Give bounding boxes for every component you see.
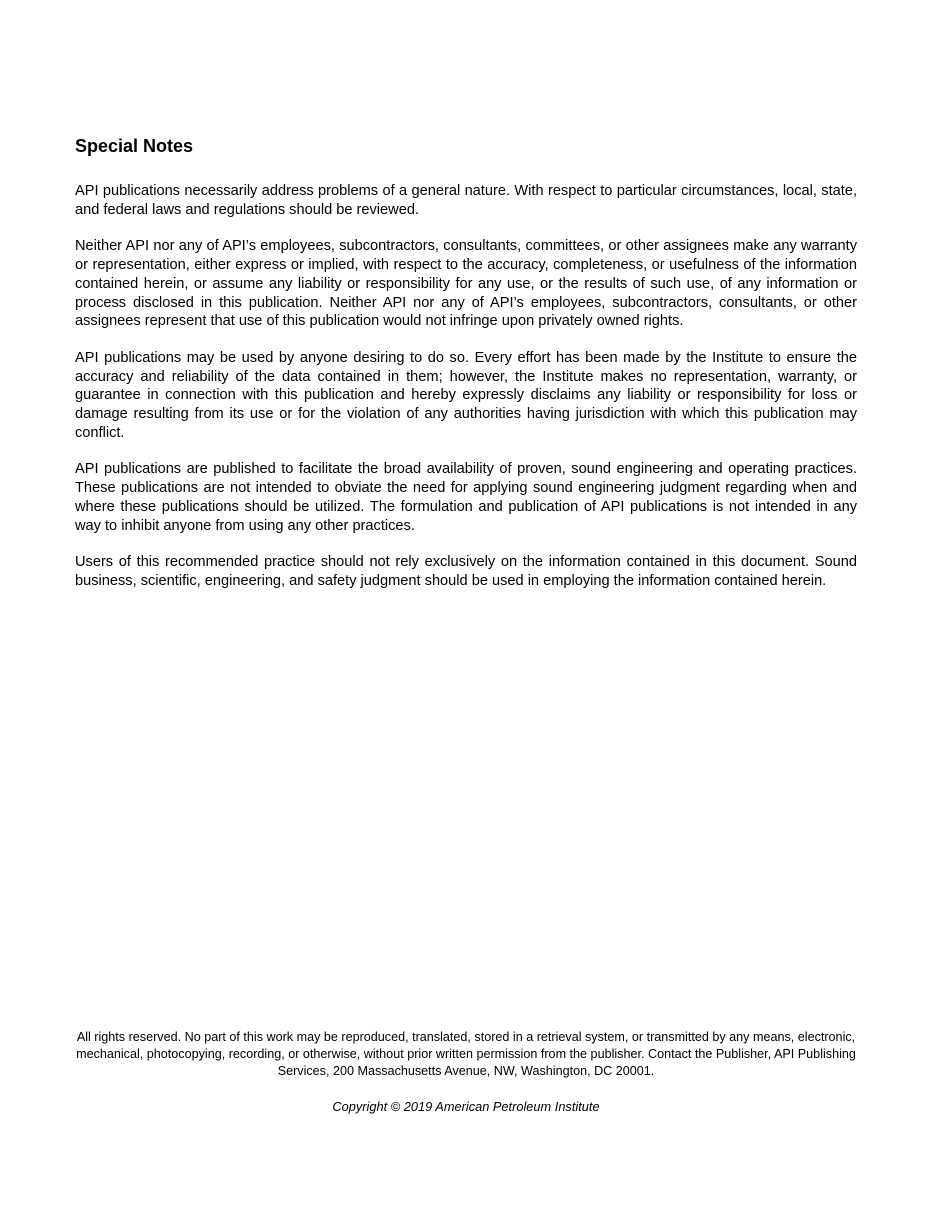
page-title: Special Notes [75, 136, 194, 156]
special-notes-body [75, 182, 857, 609]
page-footer [75, 1029, 857, 1115]
note-paragraph: API publications may be used by anyone desiring to do so. Every effort has been made by the Institute to ensure the accuracy and reliability of the data contained in them; however, the Institute makes no representation, warranty, or guarantee in connection with this publication and hereby expressly disclaims any liability or responsibility for loss or damage resulting from its use or for the violation of any authorities having jurisdiction with which this publication may conflict. [75, 349, 857, 441]
note-paragraph: API publications necessarily address problems of a general nature. With respect to particular circumstances, local, state, and federal laws and regulations should be reviewed. [75, 183, 857, 218]
note-paragraph: Users of this recommended practice should not rely exclusively on the information contained in this document. Sound business, scientific, engineering, and safety judgment should be used in employing the information contained herein. [75, 554, 857, 589]
note-paragraph: Neither API nor any of API’s employees, subcontractors, consultants, committees, or other assignees make any warranty or representation, either express or implied, with respect to the accuracy, completeness, or usefulness of the information contained herein, or assume any liability or responsibility for any use, or the results of such use, of any information or process disclosed in this publication. Neither API nor any of API’s employees, subcontractors, consultants, or other assignees represent that use of this publication would not infringe upon privately owned rights. [75, 238, 857, 330]
rights-notice: All rights reserved. No part of this work may be reproduced, translated, stored in a retrieval system, or transmitted by any means, electronic, mechanical, photocopying, recording, or otherwise, without prior written permission from the publisher. Contact the Publisher, API Publishing Services, 200 Massachusetts Avenue, NW, Washington, DC 20001. [76, 1030, 856, 1079]
note-paragraph: API publications are published to facilitate the broad availability of proven, sound engineering and operating practices. These publications are not intended to obviate the need for applying sound engineering judgment regarding when and where these publications should be utilized. The formulation and publication of API publications is not intended in any way to inhibit anyone from using any other practices. [75, 461, 857, 534]
copyright-line: Copyright © 2019 American Petroleum Institute [332, 1098, 600, 1114]
